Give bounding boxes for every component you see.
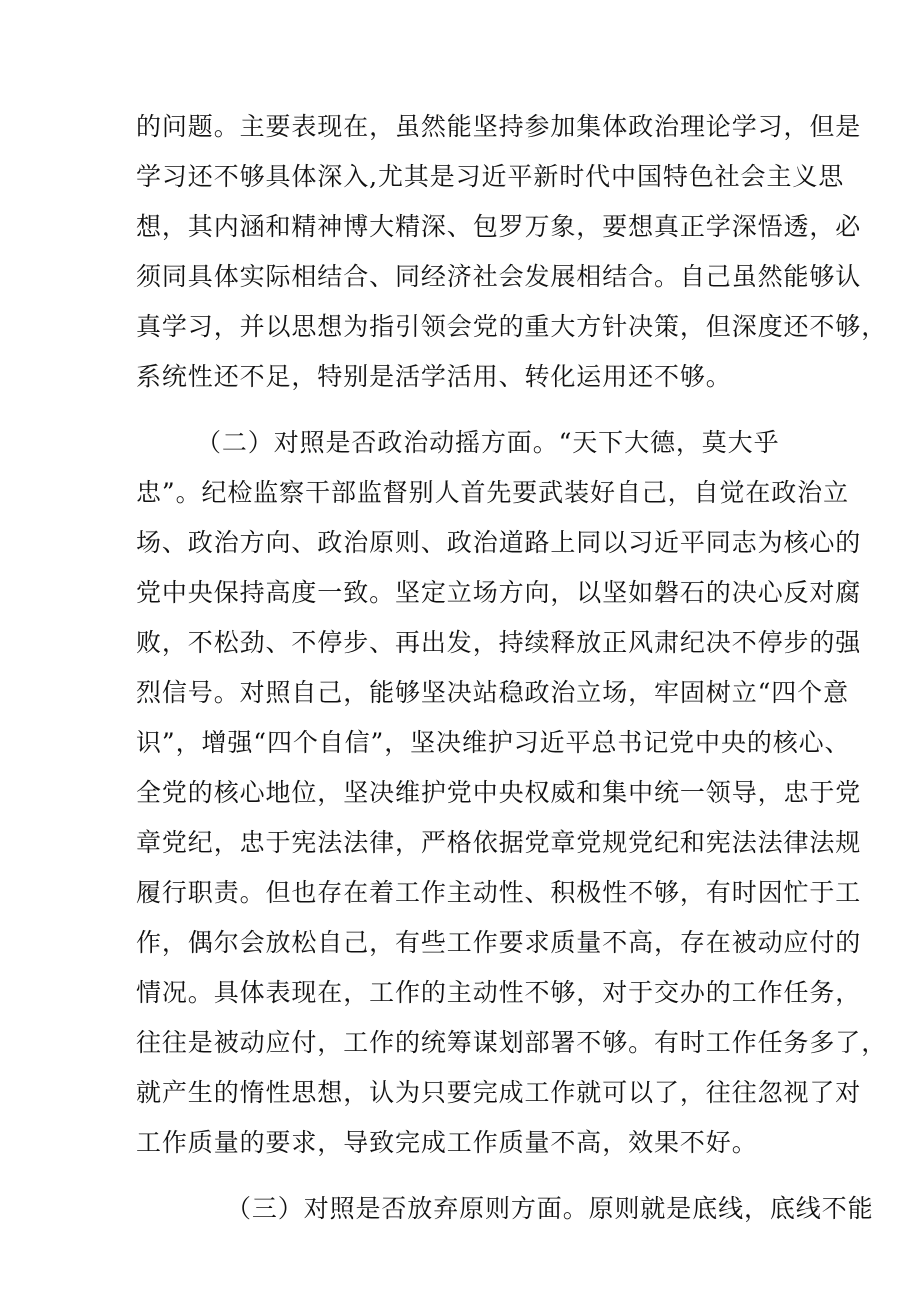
text-line: 全党的核心地位，坚决维护党中央权威和集中统一领导，忠于党 [136, 778, 862, 807]
text-line: 系统性还不足，特别是活学活用、转化运用还不够。 [136, 362, 732, 391]
text-line: 履行职责。但也存在着工作主动性、积极性不够，有时因忙于工 [136, 878, 862, 907]
text-line: 场、政治方向、政治原则、政治道路上同以习近平同志为核心的 [136, 528, 862, 557]
paragraph-heading-line: （三）对照是否放弃原则方面。原则就是底线，底线不能 [226, 1194, 874, 1223]
text-line: 情况。具体表现在，工作的主动性不够，对于交办的工作任务， [136, 978, 862, 1007]
text-line: 党中央保持高度一致。坚定立场方向，以坚如磐石的决心反对腐 [136, 578, 862, 607]
text-line: 识”，增强“四个自信”，坚决维护习近平总书记党中央的核心、 [136, 728, 851, 757]
text-line: 败，不松劲、不停步、再出发，持续释放正风肃纪决不停步的强 [136, 628, 862, 657]
text-line: 工作质量的要求，导致完成工作质量不高，效果不好。 [136, 1128, 758, 1157]
text-line: 真学习，并以思想为指引领会党的重大方针决策，但深度还不够， [136, 312, 888, 341]
text-line: 须同具体实际相结合、同经济社会发展相结合。自己虽然能够认 [136, 262, 862, 291]
text-line: 的问题。主要表现在，虽然能坚持参加集体政治理论学习，但是 [136, 112, 862, 141]
text-line: 就产生的惰性思想，认为只要完成工作就可以了，往往忽视了对 [136, 1078, 862, 1107]
text-line: 学习还不够具体深入,尤其是习近平新时代中国特色社会主义思 [136, 162, 845, 191]
paragraph-heading-line: （二）对照是否政治动摇方面。“天下大德，莫大乎 [196, 428, 780, 457]
text-line: 章党纪，忠于宪法法律，严格依据党章党规党纪和宪法法律法规 [136, 828, 862, 857]
text-line: 烈信号。对照自己，能够坚决站稳政治立场，牢固树立“四个意 [136, 678, 849, 707]
text-line: 往往是被动应付，工作的统筹谋划部署不够。有时工作任务多了， [136, 1028, 888, 1057]
text-line: 忠”。纪检监察干部监督别人首先要武装好自己，自觉在政治立 [136, 478, 849, 507]
text-line: 作，偶尔会放松自己，有些工作要求质量不高，存在被动应付的 [136, 928, 862, 957]
text-line: 想，其内涵和精神博大精深、包罗万象，要想真正学深悟透，必 [136, 212, 862, 241]
